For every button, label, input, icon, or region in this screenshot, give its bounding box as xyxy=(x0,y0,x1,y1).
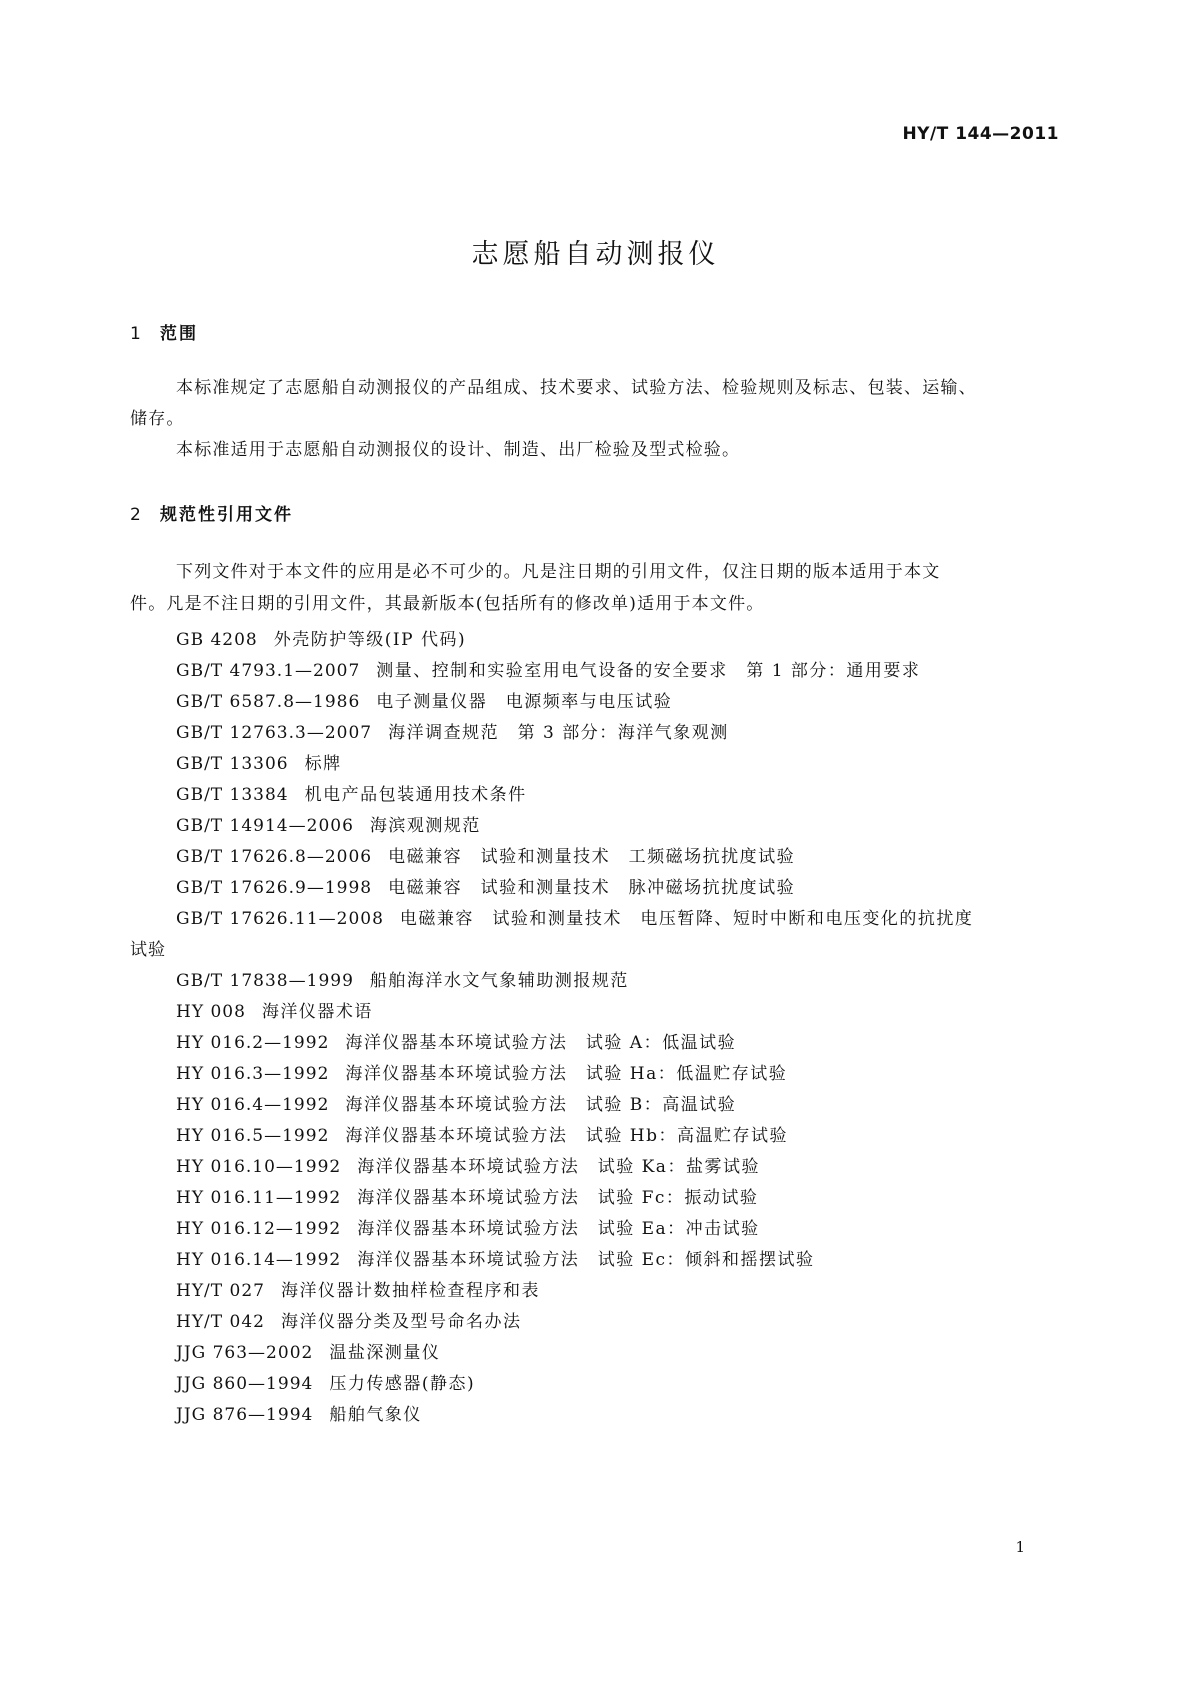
reference-code: GB/T 6587.8—1986 xyxy=(176,692,361,712)
reference-title: 海洋仪器基本环境试验方法 试验 A：低温试验 xyxy=(345,1033,737,1053)
reference-item xyxy=(176,1214,760,1239)
reference-code: HY/T 042 xyxy=(176,1312,265,1332)
reference-code: JJG 763—2002 xyxy=(176,1343,314,1363)
reference-item-continuation: 试验 xyxy=(130,940,166,960)
reference-title: 外壳防护等级(IP 代码) xyxy=(273,630,467,650)
reference-title: 海洋仪器计数抽样检查程序和表 xyxy=(280,1281,540,1301)
reference-item xyxy=(176,1183,758,1208)
reference-title: 海洋仪器术语 xyxy=(261,1002,373,1022)
references-intro-line-1: 下列文件对于本文件的应用是必不可少的。凡是注日期的引用文件，仅注日期的版本适用于本文 xyxy=(176,562,941,582)
reference-title: 海洋仪器基本环境试验方法 试验 Ka：盐雾试验 xyxy=(357,1157,760,1177)
section-1-title: 范围 xyxy=(160,324,198,344)
reference-item xyxy=(176,1090,736,1115)
reference-title: 船舶海洋水文气象辅助测报规范 xyxy=(369,971,629,991)
reference-code: GB/T 14914—2006 xyxy=(176,816,354,836)
reference-title: 电磁兼容 试验和测量技术 工频磁场抗扰度试验 xyxy=(388,847,796,867)
section-1-heading xyxy=(130,319,198,345)
reference-code: HY 016.4—1992 xyxy=(176,1095,330,1115)
document-title: 志愿船自动测报仪 xyxy=(471,239,720,270)
reference-code: GB/T 17838—1999 xyxy=(176,971,354,991)
reference-item xyxy=(176,1400,422,1425)
reference-title: 温盐深测量仪 xyxy=(329,1343,441,1363)
section-2-title: 规范性引用文件 xyxy=(160,505,293,525)
reference-code: HY 016.3—1992 xyxy=(176,1064,330,1084)
reference-title: 压力传感器(静态) xyxy=(329,1374,476,1394)
reference-code: GB/T 13306 xyxy=(176,754,289,774)
reference-title: 海洋仪器基本环境试验方法 试验 Ec：倾斜和摇摆试验 xyxy=(357,1250,815,1270)
reference-item xyxy=(176,873,795,898)
reference-title: 海洋仪器基本环境试验方法 试验 B：高温试验 xyxy=(345,1095,737,1115)
reference-title: 海滨观测规范 xyxy=(369,816,481,836)
reference-code: JJG 876—1994 xyxy=(176,1405,314,1425)
reference-item xyxy=(176,966,629,991)
scope-paragraph-2: 本标准适用于志愿船自动测报仪的设计、制造、出厂检验及型式检验。 xyxy=(176,440,741,460)
section-2-heading xyxy=(130,500,293,526)
reference-item xyxy=(176,780,527,805)
reference-code: GB/T 13384 xyxy=(176,785,289,805)
reference-item xyxy=(176,997,373,1022)
page-number: 1 xyxy=(1015,1538,1025,1556)
reference-code: HY 016.5—1992 xyxy=(176,1126,330,1146)
reference-title: 海洋仪器基本环境试验方法 试验 Ea：冲击试验 xyxy=(357,1219,760,1239)
reference-item xyxy=(176,1121,788,1146)
scope-paragraph-1-line-1: 本标准规定了志愿船自动测报仪的产品组成、技术要求、试验方法、检验规则及标志、包装、运输、 xyxy=(176,378,977,398)
reference-item xyxy=(176,1369,475,1394)
reference-code: HY 016.12—1992 xyxy=(176,1219,342,1239)
reference-title: 电磁兼容 试验和测量技术 电压暂降、短时中断和电压变化的抗扰度 xyxy=(399,909,974,929)
scope-paragraph-1-line-2: 储存。 xyxy=(130,409,185,429)
reference-item xyxy=(176,687,672,712)
standard-code: HY/T 144—2011 xyxy=(902,124,1059,144)
reference-code: HY 016.10—1992 xyxy=(176,1157,342,1177)
reference-code: HY 008 xyxy=(176,1002,246,1022)
reference-title: 海洋仪器分类及型号命名办法 xyxy=(280,1312,522,1332)
reference-code: HY/T 027 xyxy=(176,1281,265,1301)
section-1-number: 1 xyxy=(130,324,141,344)
reference-title: 海洋仪器基本环境试验方法 试验 Fc：振动试验 xyxy=(357,1188,759,1208)
reference-title: 标牌 xyxy=(304,754,342,774)
references-intro-line-2: 件。凡是不注日期的引用文件，其最新版本(包括所有的修改单)适用于本文件。 xyxy=(130,594,765,614)
reference-code: GB/T 4793.1—2007 xyxy=(176,661,361,681)
reference-code: GB/T 17626.9—1998 xyxy=(176,878,373,898)
reference-code: GB/T 17626.8—2006 xyxy=(176,847,373,867)
reference-title: 海洋仪器基本环境试验方法 试验 Hb：高温贮存试验 xyxy=(345,1126,789,1146)
reference-item xyxy=(176,904,973,929)
reference-item xyxy=(176,1338,440,1363)
reference-title: 电磁兼容 试验和测量技术 脉冲磁场抗扰度试验 xyxy=(388,878,796,898)
reference-item xyxy=(176,718,729,743)
section-2-number: 2 xyxy=(130,505,141,525)
reference-item xyxy=(176,656,920,681)
reference-title: 机电产品包装通用技术条件 xyxy=(304,785,527,805)
reference-item xyxy=(176,1028,736,1053)
reference-code: GB/T 17626.11—2008 xyxy=(176,909,384,929)
reference-code: JJG 860—1994 xyxy=(176,1374,314,1394)
reference-code: GB 4208 xyxy=(176,630,258,650)
reference-title: 海洋仪器基本环境试验方法 试验 Ha：低温贮存试验 xyxy=(345,1064,788,1084)
reference-title: 电子测量仪器 电源频率与电压试验 xyxy=(376,692,673,712)
reference-item xyxy=(176,1245,815,1270)
reference-item xyxy=(176,842,795,867)
reference-title: 船舶气象仪 xyxy=(329,1405,422,1425)
reference-item xyxy=(176,1152,760,1177)
reference-item xyxy=(176,1276,540,1301)
reference-code: HY 016.11—1992 xyxy=(176,1188,342,1208)
reference-item xyxy=(176,625,466,650)
reference-code: HY 016.2—1992 xyxy=(176,1033,330,1053)
reference-title: 测量、控制和实验室用电气设备的安全要求 第 1 部分：通用要求 xyxy=(376,661,921,681)
reference-title: 海洋调查规范 第 3 部分：海洋气象观测 xyxy=(388,723,729,743)
reference-code: HY 016.14—1992 xyxy=(176,1250,342,1270)
reference-item xyxy=(176,811,481,836)
reference-code: GB/T 12763.3—2007 xyxy=(176,723,373,743)
reference-item xyxy=(176,1059,787,1084)
reference-item xyxy=(176,1307,521,1332)
reference-item xyxy=(176,749,342,774)
